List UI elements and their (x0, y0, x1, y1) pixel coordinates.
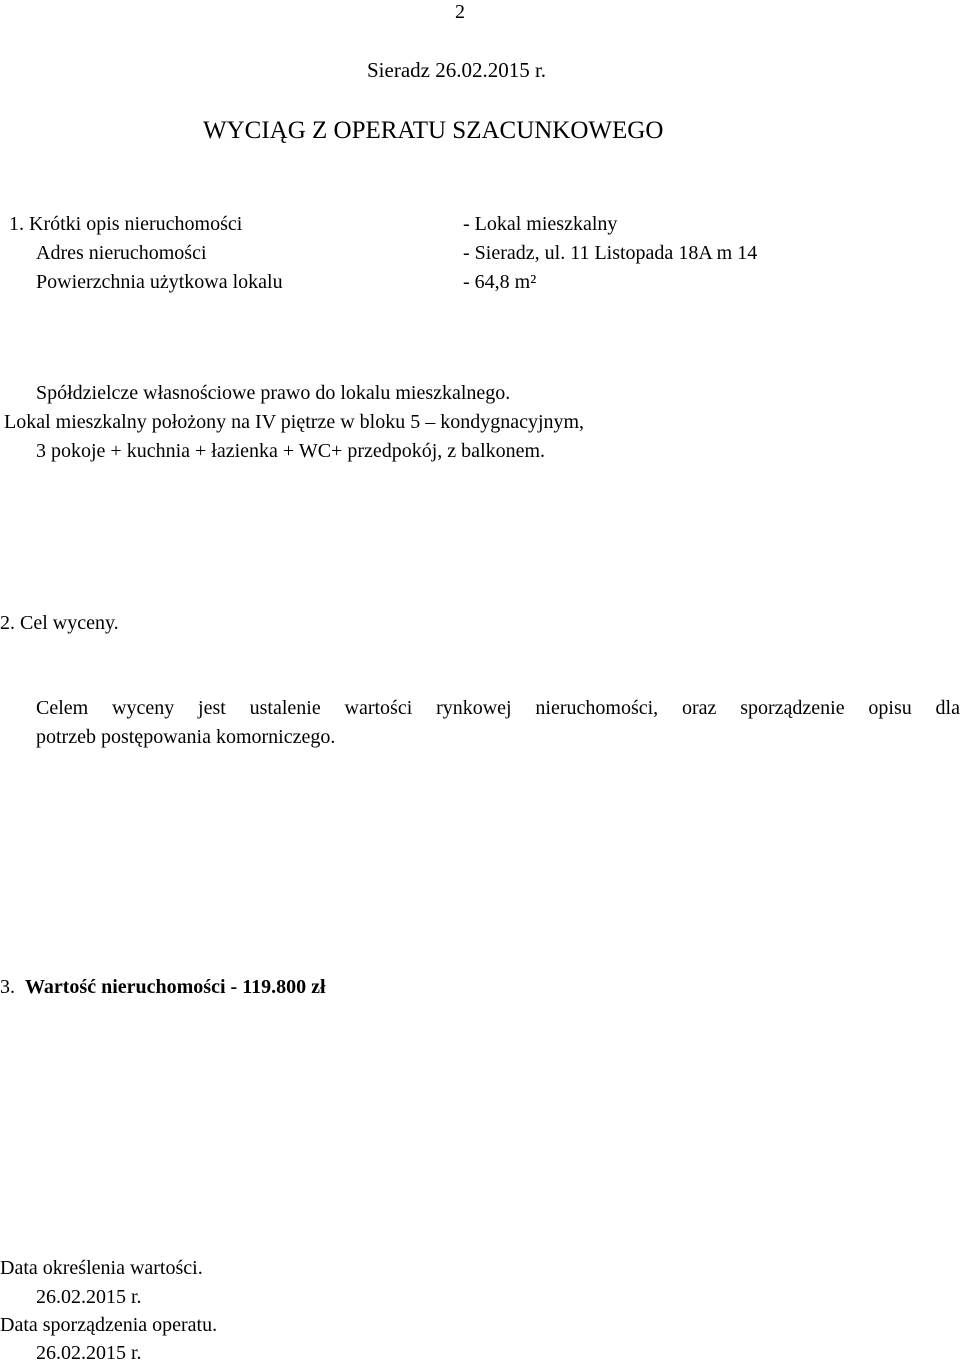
property-address-label: Adres nieruchomości (36, 242, 207, 264)
floor-area-value: - 64,8 m² (463, 271, 537, 293)
place-and-date: Sieradz 26.02.2015 r. (367, 58, 547, 82)
rooms-description: 3 pokoje + kuchnia + łazienka + WC+ przedpokój, z balkonem. (36, 440, 546, 462)
property-address-value: - Sieradz, ul. 11 Listopada 18A m 14 (463, 242, 758, 264)
purpose-text-line-2: potrzeb postępowania komorniczego. (36, 726, 336, 748)
floor-area-label: Powierzchnia użytkowa lokalu (36, 271, 283, 293)
value-section-number: 3. (0, 976, 15, 998)
document-title: WYCIĄG Z OPERATU SZACUNKOWEGO (203, 117, 664, 144)
purpose-text-line-1: Celem wyceny jest ustalenie wartości rynkowej nieruchomości, oraz sporządzenie opisu dla (36, 697, 960, 719)
property-value: Wartość nieruchomości - 119.800 zł (25, 976, 326, 998)
report-date: 26.02.2015 r. (36, 1342, 142, 1364)
page-number: 2 (455, 1, 465, 23)
purpose-heading: 2. Cel wyceny. (0, 612, 119, 634)
valuation-date-label: Data określenia wartości. (0, 1257, 203, 1279)
property-type-label: 1. Krótki opis nieruchomości (9, 213, 243, 235)
property-type-value: - Lokal mieszkalny (463, 213, 618, 235)
location-description: Lokal mieszkalny położony na IV piętrze w bloku 5 – kondygnacyjnym, (4, 411, 585, 433)
valuation-date: 26.02.2015 r. (36, 1286, 142, 1308)
report-date-label: Data sporządzenia operatu. (0, 1314, 218, 1336)
ownership-description: Spółdzielcze własnościowe prawo do lokalu mieszkalnego. (36, 382, 511, 404)
